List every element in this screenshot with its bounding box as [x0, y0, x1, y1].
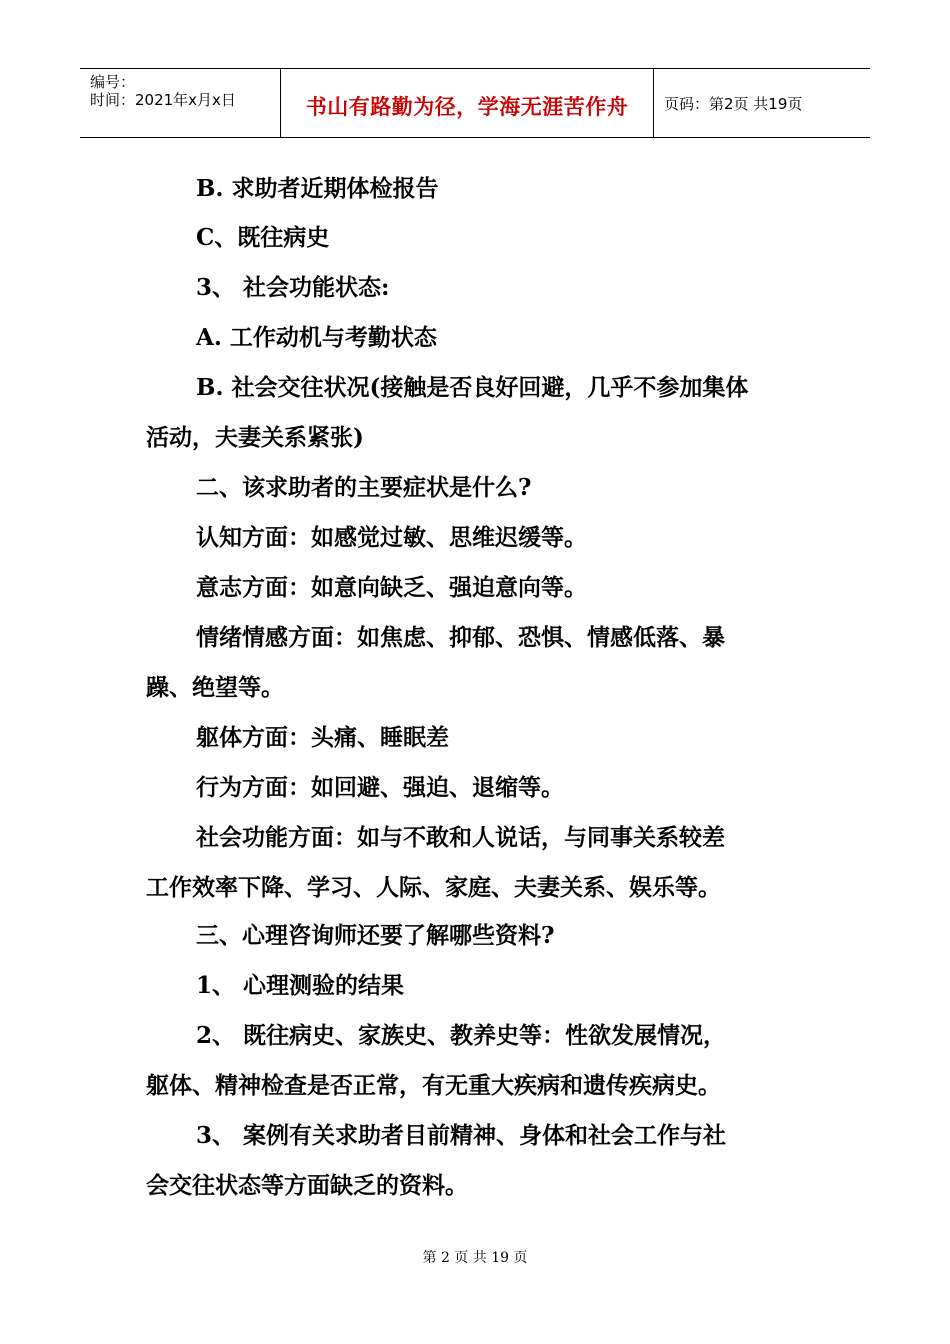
body-line: B. 社会交往状况(接触是否良好回避，几乎不参加集体 [196, 374, 749, 401]
page-header [80, 68, 870, 138]
header-meta-cell [80, 69, 281, 137]
body-line: 躯体方面：头痛、睡眠差 [196, 724, 449, 751]
body-line: C、既往病史 [196, 224, 330, 251]
body-line: 情绪情感方面：如焦虑、抑郁、恐惧、情感低落、暴 [196, 624, 725, 651]
section-heading: 二、该求助者的主要症状是什么? [196, 474, 532, 501]
body-line: 3、 案例有关求助者目前精神、身体和社会工作与社 [196, 1122, 727, 1149]
body-line: 1、 心理测验的结果 [196, 972, 405, 999]
body-line: 会交往状态等方面缺乏的资料。 [146, 1172, 468, 1199]
body-line: 意志方面：如意向缺乏、强迫意向等。 [196, 574, 587, 601]
date-label: 时间：2021年x月x日 [90, 91, 236, 109]
page-footer: 第 2 页 共 19 页 [422, 1250, 528, 1266]
body-line: 3、 社会功能状态: [196, 274, 390, 301]
body-line: 行为方面：如回避、强迫、退缩等。 [196, 774, 564, 801]
body-line: 社会功能方面：如与不敢和人说话，与同事关系较差 [196, 824, 725, 851]
body-line: A. 工作动机与考勤状态 [196, 324, 437, 351]
section-heading: 三、心理咨询师还要了解哪些资料? [196, 922, 555, 949]
page-info: 页码：第2页 共19页 [664, 95, 803, 113]
body-line: 2、 既往病史、家族史、教养史等：性欲发展情况， [196, 1022, 727, 1049]
number-label: 编号： [90, 73, 136, 91]
body-line: 躯体、精神检查是否正常，有无重大疾病和遗传疾病史。 [146, 1072, 721, 1099]
body-line: B. 求助者近期体检报告 [196, 175, 439, 202]
header-motto-cell [281, 69, 654, 137]
body-line: 躁、绝望等。 [146, 674, 284, 701]
body-line: 活动，夫妻关系紧张) [146, 424, 364, 451]
body-line: 工作效率下降、学习、人际、家庭、夫妻关系、娱乐等。 [146, 874, 721, 901]
motto: 书山有路勤为径，学海无涯苦作舟 [305, 94, 629, 119]
body-line: 认知方面：如感觉过敏、思维迟缓等。 [196, 524, 587, 551]
